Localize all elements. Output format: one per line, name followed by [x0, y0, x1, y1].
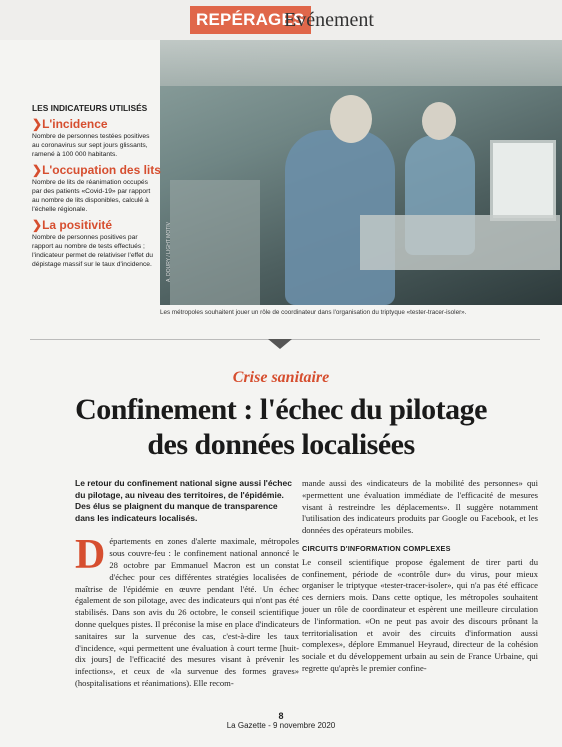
indicator-name: La positivité	[42, 218, 113, 232]
page-number: 8	[278, 711, 284, 721]
divider-arrow-icon	[268, 339, 292, 349]
indicator-marker-icon: ❯	[32, 117, 43, 131]
article-photo	[160, 40, 562, 305]
indicator-description: Nombre de personnes positives par rapport au nombre de tests effectués ; l'indicateur permet de relativiser l'effet du dépistage massif sur le taux d'incidence.	[32, 234, 154, 268]
headline-line-1: Confinement : l'échec du pilotage	[75, 393, 487, 426]
indicator-incidence	[32, 117, 158, 159]
photo-monitor	[490, 140, 556, 221]
indicators-sidebar	[32, 103, 161, 273]
indicator-marker-icon: ❯	[32, 218, 43, 232]
indicator-name: L'occupation des lits	[42, 163, 161, 177]
indicator-name: L'incidence	[42, 117, 108, 131]
indicator-description: Nombre de lits de réanimation occupés par des patients «Covid-19» par rapport au nombre de lits disponibles, calculé à l'échelle régionale.	[32, 179, 151, 213]
indicator-positivity	[32, 218, 158, 269]
section-name: Evénement	[284, 9, 374, 31]
article-column-left	[75, 478, 299, 690]
section-tag: REPÉRAGES	[190, 6, 311, 34]
drop-cap: D	[75, 532, 106, 579]
indicator-bed-occupancy	[32, 163, 161, 214]
headline-line-2: des données localisées	[147, 428, 415, 461]
article-headline	[0, 392, 562, 462]
article-paragraph	[75, 532, 299, 689]
photo-credit: A. DOURY / LIGHT MOTIV	[166, 221, 172, 282]
publication-line: La Gazette - 9 novembre 2020	[226, 721, 336, 730]
article-column-right	[302, 478, 538, 675]
paragraph-text: épartements en zones d'alerte maximale, métropoles sous couvre-feu : le confinement national annoncé le 28 octobre par Emmanuel Macron est un constat d'échec pour ces différentes stratégies localisées de maîtrise de l'épidémie en œuvre pendant l'été. Un échec également de son pilotage, avec des indicateurs qui n'ont pas été stabilisés. Dans son avis du 26 octobre, le conseil scientifique donne quelques pistes. Il préconise la mise en place d'indicateurs sanitaires sur la survenue des cas, c'est-à-dire les taux d'incidence, «qui permettent une évaluation à court terme [huit-dix jours] de l'efficacité des mesures visant à prévenir les infections», et ceux de «la survenue des formes graves» (hospitalisations et réanimations). Elle recom-	[75, 536, 299, 688]
article-kicker: Crise sanitaire	[232, 369, 330, 386]
page-footer	[0, 711, 562, 730]
article-paragraph: Le conseil scientifique propose également de tirer parti du confinement, période de «contrôle dur» du virus, pour mieux organiser le triptyque «tester-tracer-isoler», qui n'a pas été efficace ces derniers mois. Dans cette optique, les métropoles souhaitent jouer un rôle de coordinateur et espèrent une meilleure circulation de l'information. «On ne peut pas avoir des discours prônant la territorialisation et avoir des circuits d'information aussi complexes», déplore Emmanuel Heyraud, directeur de la cohésion sociale et du développement urbain au sein de France Urbaine, qui regrette qu'après le premier confine-	[302, 556, 538, 673]
photo-bed	[360, 215, 560, 270]
indicator-marker-icon: ❯	[32, 163, 43, 177]
photo-caregiver-2-head	[422, 102, 456, 140]
indicator-description: Nombre de personnes testées positives au coronavirus sur sept jours glissants, ramené à 100 000 habitants.	[32, 133, 150, 158]
photo-caption: Les métropoles souhaitent jouer un rôle de coordinateur dans l'organisation du triptyque «tester-tracer-isoler».	[160, 309, 467, 316]
photo-background-banner	[160, 40, 562, 86]
section-divider	[0, 338, 562, 350]
article-subhead: CIRCUITS D'INFORMATION COMPLEXES	[302, 543, 451, 553]
article-paragraph: mande aussi des «indicateurs de la mobilité des personnes» qui «permettent une évaluation immédiate de l'efficacité de mesures visant à restreindre les déplacements». Il suggère notamment l'utilisation des indicateurs produits par Google ou Facebook, et les données des opérateurs mobiles.	[302, 478, 538, 536]
photo-equipment	[170, 180, 260, 305]
photo-caregiver-1-head	[330, 95, 372, 143]
article-lead: Le retour du confinement national signe aussi l'échec du pilotage, au niveau des territoires, de l'épidémie. Des élus se plaignent du manque de transparence dans les indicateurs localisés.	[75, 478, 292, 523]
sidebar-title: LES INDICATEURS UTILISÉS	[32, 103, 148, 113]
